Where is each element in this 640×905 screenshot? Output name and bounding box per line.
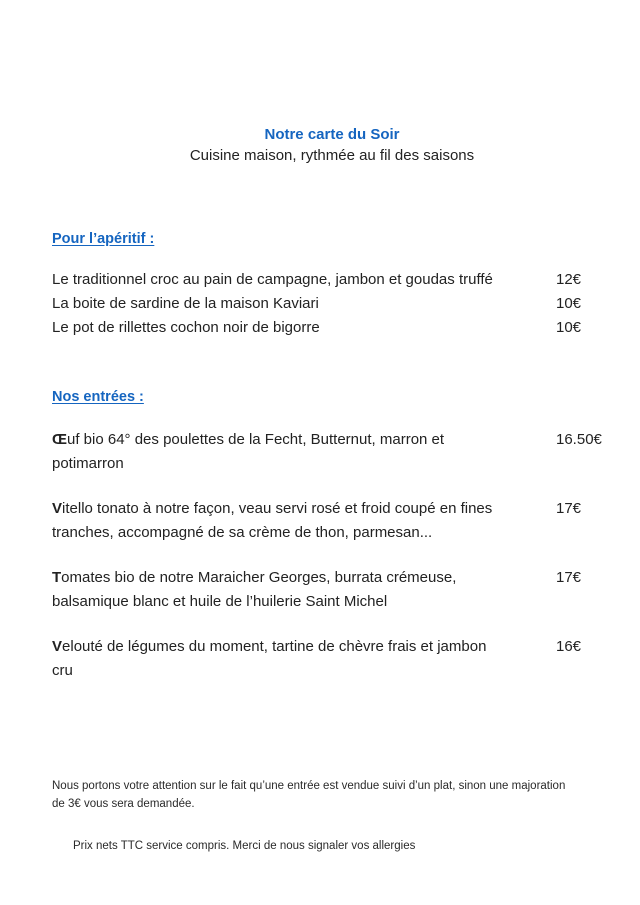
section-items-entrees bbox=[52, 428, 612, 704]
menu-item-text bbox=[52, 316, 544, 340]
menu-item-price: 12€ bbox=[556, 271, 582, 288]
menu-title: Notre carte du Soir bbox=[264, 126, 400, 143]
menu-item-text bbox=[52, 635, 544, 683]
menu-item-price: 17€ bbox=[556, 569, 582, 586]
section-items-aperitif bbox=[52, 268, 612, 340]
section-heading-entrees: Nos entrées : bbox=[52, 389, 144, 405]
menu-item-price: 16.50€ bbox=[556, 431, 602, 448]
menu-item-text-line: tranches, accompagné de sa crème de thon, parmesan... bbox=[52, 524, 433, 541]
menu-item-text-line: Le pot de rillettes cochon noir de bigorre bbox=[52, 319, 320, 336]
menu-item-text bbox=[52, 268, 544, 292]
menu-item bbox=[52, 316, 612, 340]
menu-item-text bbox=[52, 566, 544, 614]
menu-item-text bbox=[52, 497, 544, 545]
menu-item bbox=[52, 566, 612, 614]
menu-item bbox=[52, 268, 612, 292]
menu-item-text-line: Le traditionnel croc au pain de campagne, jambon et goudas truffé bbox=[52, 271, 493, 288]
menu-item-text-line: cru bbox=[52, 662, 73, 679]
menu-subtitle: Cuisine maison, rythmée au fil des saisons bbox=[189, 147, 475, 164]
menu-item-price: 17€ bbox=[556, 500, 582, 517]
menu-item-price: 10€ bbox=[556, 295, 582, 312]
menu-item-text-line: La boite de sardine de la maison Kaviari bbox=[52, 295, 319, 312]
menu-item-price: 16€ bbox=[556, 638, 582, 655]
footer-smallprint: Prix nets TTC service compris. Merci de nous signaler vos allergies bbox=[73, 840, 416, 852]
menu-item-price: 10€ bbox=[556, 319, 582, 336]
menu-item-text bbox=[52, 428, 544, 476]
footer-notice-line: de 3€ vous sera demandée. bbox=[52, 797, 195, 810]
footer-notice bbox=[52, 778, 627, 813]
section-heading-aperitif: Pour l’apéritif : bbox=[52, 231, 155, 247]
menu-item bbox=[52, 292, 612, 316]
menu-item-text-line: Tomates bio de notre Maraicher Georges, burrata crémeuse, bbox=[52, 569, 457, 586]
menu-item-text-line: Velouté de légumes du moment, tartine de chèvre frais et jambon bbox=[52, 638, 487, 655]
menu-item-text-line: potimarron bbox=[52, 455, 124, 472]
menu-item-text-line: balsamique blanc et huile de l’huilerie Saint Michel bbox=[52, 593, 388, 610]
menu-item-text-line: Œuf bio 64° des poulettes de la Fecht, Butternut, marron et bbox=[52, 431, 445, 448]
menu-item bbox=[52, 635, 612, 683]
menu-item bbox=[52, 428, 612, 476]
menu-item-text-line: Vitello tonato à notre façon, veau servi rosé et froid coupé en fines bbox=[52, 500, 493, 517]
menu-item-text bbox=[52, 292, 544, 316]
footer-notice-line: Nous portons votre attention sur le fait qu’une entrée est vendue suivi d’un plat, sinon une majoration bbox=[52, 780, 566, 792]
menu-item bbox=[52, 497, 612, 545]
